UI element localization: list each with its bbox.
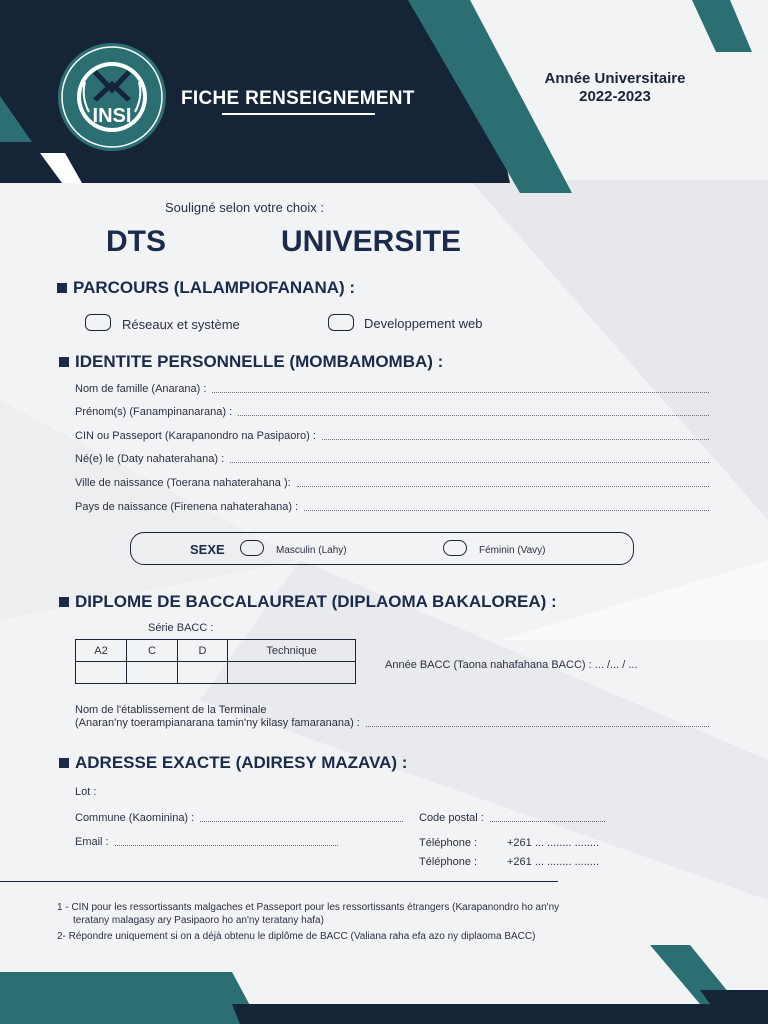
field-cin-label: CIN ou Passeport (Karapanondro na Pasipaoro) : [75, 430, 316, 442]
field-date-naissance-label: Né(e) le (Daty nahaterahana) : [75, 453, 225, 465]
bullet-square [59, 597, 69, 607]
radio-masculin[interactable] [240, 540, 264, 556]
field-commune-line[interactable] [200, 811, 403, 822]
etablissement-label-line1: Nom de l'établissement de la Terminale [75, 704, 267, 716]
serie-header-a2: A2 [76, 640, 127, 662]
field-code-postal-label: Code postal : [419, 812, 484, 824]
academic-year-label: Année Universitaire [544, 70, 686, 87]
checkbox-reseaux[interactable] [85, 314, 111, 331]
field-email[interactable] [75, 835, 338, 848]
serie-cell-technique[interactable] [228, 662, 356, 684]
serie-cell-a2[interactable] [76, 662, 127, 684]
choice-prompt: Souligné selon votre choix : [165, 200, 324, 215]
field-nom[interactable] [75, 382, 709, 395]
field-prenom[interactable] [75, 405, 709, 418]
academic-year-value: 2022-2023 [579, 88, 651, 105]
field-code-postal[interactable] [419, 811, 605, 824]
field-pays-naissance-line[interactable] [304, 500, 709, 511]
bullet-square [57, 283, 67, 293]
option-reseaux-label: Réseaux et système [122, 317, 240, 332]
field-etablissement[interactable] [75, 716, 709, 729]
field-commune[interactable] [75, 811, 403, 824]
etablissement-label-line2: (Anaran'ny toerampianarana tamin'ny kilasy famaranana) : [75, 717, 360, 729]
footnote-1 [57, 901, 559, 927]
field-telephone2-label: Téléphone : [419, 856, 478, 868]
field-ville-naissance-line[interactable] [297, 476, 709, 487]
footnote-2: 2- Répondre uniquement si on a déjà obtenu le diplôme de BACC (Valiana raha efa azo ny diplaoma BACC) [57, 931, 536, 942]
choice-dts[interactable]: DTS [106, 225, 166, 258]
section-identite [59, 352, 443, 372]
section-diplome [59, 592, 557, 612]
field-prenom-label: Prénom(s) (Fanampinanarana) : [75, 406, 233, 418]
field-nom-line[interactable] [212, 382, 709, 393]
section-adresse-title: ADRESSE EXACTE (ADIRESY MAZAVA) : [75, 753, 408, 772]
option-devweb-label: Developpement web [364, 316, 483, 331]
field-commune-label: Commune (Kaominina) : [75, 812, 195, 824]
choice-universite[interactable]: UNIVERSITE [281, 225, 462, 258]
field-pays-naissance-label: Pays de naissance (Firenena nahaterahana) : [75, 501, 299, 513]
bullet-square [59, 758, 69, 768]
radio-masculin-label: Masculin (Lahy) [276, 545, 347, 556]
field-email-line[interactable] [115, 835, 338, 846]
bullet-square [59, 357, 69, 367]
serie-bacc-label: Série BACC : [148, 622, 214, 634]
field-telephone1-label: Téléphone : [419, 837, 478, 849]
field-pays-naissance[interactable] [75, 500, 709, 513]
logo-brand: INSI [92, 105, 132, 127]
sexe-label: SEXE [190, 542, 225, 557]
radio-feminin[interactable] [443, 540, 467, 556]
section-parcours-title: PARCOURS (LALAMPIOFANANA) : [73, 278, 356, 297]
field-telephone1-value[interactable]: +261 ... ........ ........ [507, 837, 600, 849]
field-cin[interactable] [75, 429, 709, 442]
field-date-naissance-line[interactable] [230, 452, 709, 463]
section-diplome-title: DIPLOME DE BACCALAUREAT (DIPLAOMA BAKALOREA) : [75, 592, 557, 611]
annee-bacc-field[interactable]: Année BACC (Taona nahafahana BACC) : ... /... / ... [385, 659, 638, 671]
footnote-1-line2: teratany malagasy ary Pasipaoro ho an'ny teratany hafa) [73, 915, 324, 926]
field-email-label: Email : [75, 836, 109, 848]
radio-feminin-label: Féminin (Vavy) [479, 545, 546, 556]
serie-header-d: D [178, 640, 228, 662]
checkbox-devweb[interactable] [328, 314, 354, 331]
footnote-1-line1: 1 - CIN pour les ressortissants malgaches et Passeport pour les ressortissants étrangers (Karapanondro ho an'ny [57, 902, 560, 913]
field-ville-naissance[interactable] [75, 476, 709, 489]
serie-header-technique: Technique [228, 640, 356, 662]
field-etablissement-line[interactable] [366, 716, 709, 727]
serie-cell-d[interactable] [178, 662, 228, 684]
section-identite-title: IDENTITE PERSONNELLE (MOMBAMOMBA) : [75, 352, 444, 371]
field-nom-label: Nom de famille (Anarana) : [75, 383, 207, 395]
serie-header-c: C [127, 640, 178, 662]
serie-bacc-table [75, 639, 356, 684]
academic-year [520, 70, 710, 106]
table-row [76, 640, 356, 662]
serie-cell-c[interactable] [127, 662, 178, 684]
title-underline [222, 113, 375, 115]
footnote-separator [0, 881, 558, 882]
form-title: FICHE RENSEIGNEMENT [181, 88, 415, 109]
field-code-postal-line[interactable] [490, 811, 605, 822]
section-parcours [57, 278, 355, 298]
field-telephone2-value[interactable]: +261 ... ........ ........ [507, 856, 600, 868]
field-lot-label: Lot : [75, 786, 97, 798]
field-date-naissance[interactable] [75, 452, 709, 465]
section-adresse [59, 753, 407, 773]
field-ville-naissance-label: Ville de naissance (Toerana nahaterahana ): [75, 477, 291, 489]
table-row [76, 662, 356, 684]
field-cin-line[interactable] [322, 429, 709, 440]
insi-logo [55, 42, 170, 152]
field-prenom-line[interactable] [238, 405, 709, 416]
